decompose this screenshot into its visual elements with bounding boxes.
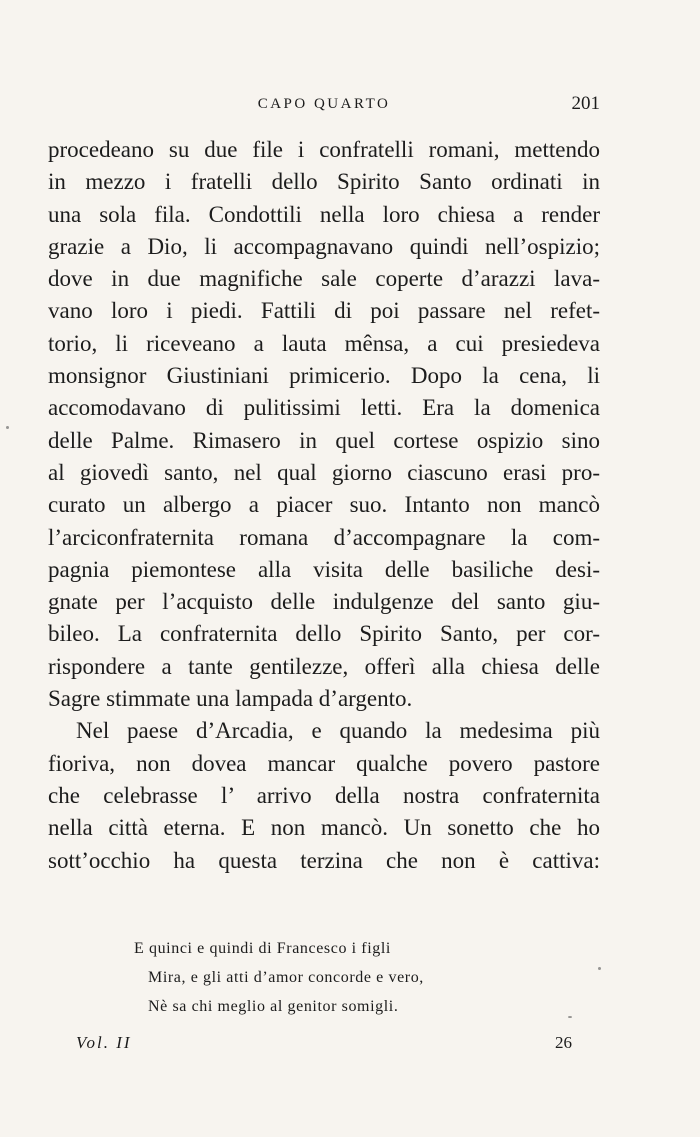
paragraph-2: [48, 715, 600, 876]
running-title: CAPO QUARTO: [257, 96, 391, 112]
text-line: curato un albergo a piacer suo. Intanto non mancò: [48, 492, 600, 518]
text-line: gnate per l’acquisto delle indulgenze del santo giu-: [48, 589, 600, 615]
paper-speck: [6, 426, 9, 429]
text-line: pagnia piemontese alla visita delle basiliche desi-: [48, 556, 600, 582]
text-line: Sagre stimmate una lampada d’argento.: [48, 686, 413, 712]
text-line: procedeano su due file i confratelli romani, mettendo: [48, 137, 600, 162]
text-line: vano loro i piedi. Fattili di poi passare nel refet-: [48, 298, 600, 324]
signature-number: 26: [555, 1033, 572, 1052]
text-line: Nel paese d’Arcadia, e quando la medesima più: [76, 718, 600, 744]
text-line: una sola fila. Condottili nella loro chiesa a render: [48, 201, 600, 227]
text-line: sott’occhio ha questa terzina che non è cattiva:: [48, 847, 600, 873]
text-line: delle Palme. Rimasero in quel cortese ospizio sino: [48, 427, 600, 453]
page-footer: [76, 1030, 572, 1056]
paragraph-1: [48, 134, 600, 715]
paper-speck: [598, 967, 601, 970]
verse-line: Mira, e gli atti d’amor concorde e vero,: [148, 969, 424, 986]
text-line: in mezzo i fratelli dello Spirito Santo ordinati in: [48, 169, 600, 195]
body-text: [48, 134, 600, 877]
text-line: l’arciconfraternita romana d’accompagnare la com-: [48, 524, 600, 550]
text-line: accomodavano di pulitissimi letti. Era la domenica: [48, 395, 600, 421]
text-line: torio, li riceveano a lauta mênsa, a cui presiedeva: [48, 330, 600, 356]
running-head: [48, 92, 600, 116]
text-line: al giovedì santo, nel qual giorno ciascuno erasi pro-: [48, 459, 600, 485]
volume-signature: Vol. II: [76, 1033, 132, 1052]
verse-line: E quinci e quindi di Francesco i figli: [134, 940, 391, 957]
text-line: grazie a Dio, li accompagnavano quindi nell’ospizio;: [48, 233, 600, 259]
verse-line: Nè sa chi meglio al genitor somigli.: [148, 998, 399, 1015]
text-line: nella città eterna. E non mancò. Un sonetto che ho: [48, 815, 600, 841]
verse-tercet: [134, 934, 494, 1021]
text-line: dove in due magnifiche sale coperte d’arazzi lava-: [48, 266, 600, 292]
text-line: bileo. La confraternita dello Spirito Santo, per cor-: [48, 621, 600, 647]
text-line: rispondere a tante gentilezze, offerì alla chiesa delle: [48, 653, 600, 679]
text-line: monsignor Giustiniani primicerio. Dopo la cena, li: [48, 363, 600, 389]
paper-speck: [568, 1016, 572, 1018]
text-line: che celebrasse l’ arrivo della nostra confraternita: [48, 782, 600, 808]
text-line: fioriva, non dovea mancar qualche povero pastore: [48, 750, 600, 776]
page-number: 201: [571, 93, 600, 114]
